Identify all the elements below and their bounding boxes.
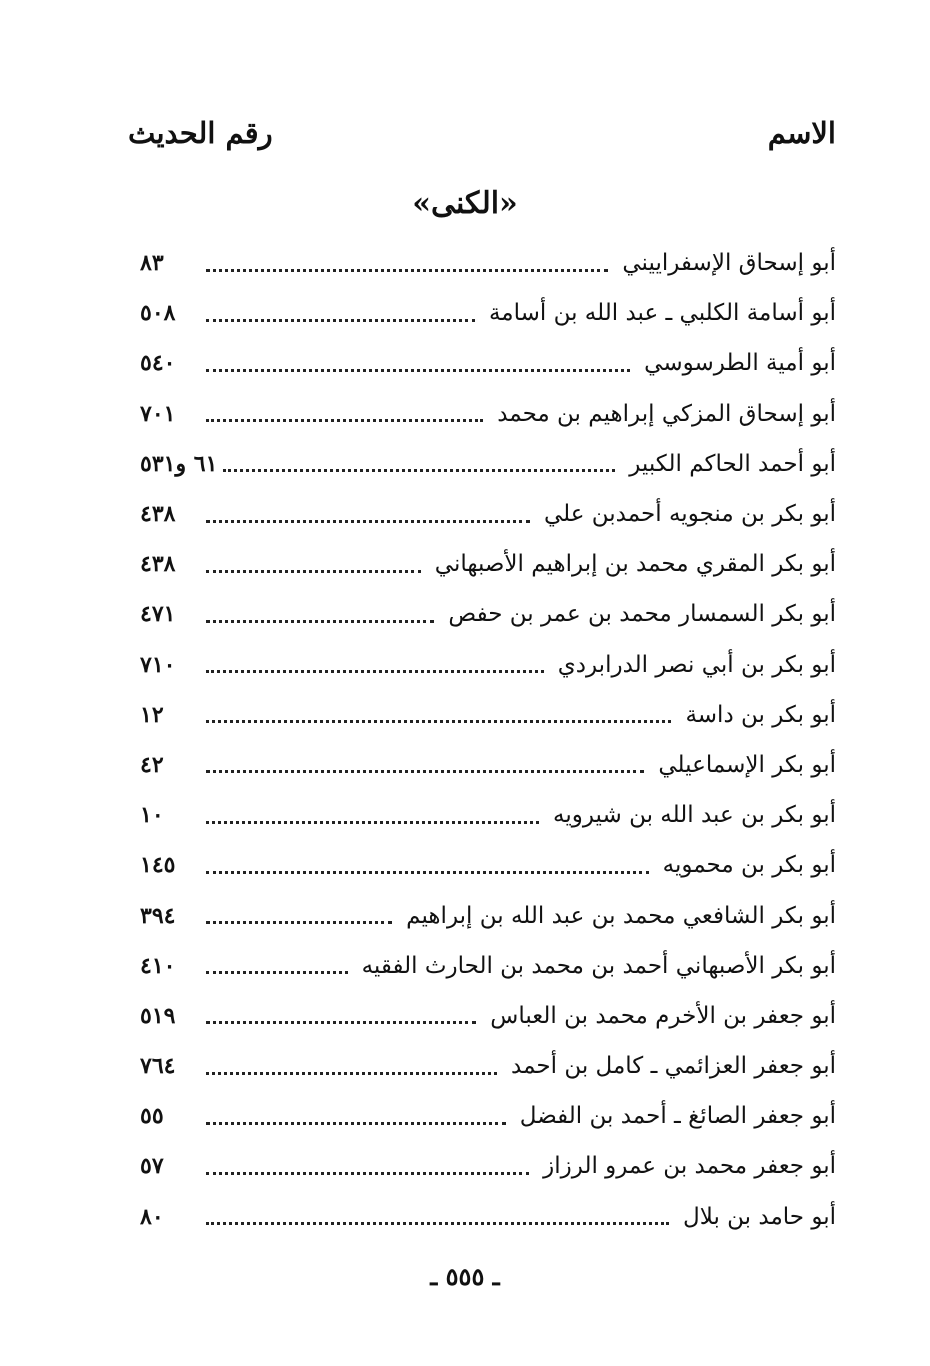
index-entry-list [140,238,836,1242]
page-header [128,108,836,158]
entry-name: أبو بكر الأصبهاني أحمد بن محمد بن الحارث الفقيه [361,952,836,979]
dot-leader [206,417,483,422]
entry-hadith-number: ٤١٠ [140,952,176,979]
entry-hadith-number: ٧١٠ [140,651,176,678]
index-entry [140,338,836,388]
entry-name: أبو بكر بن أبي نصر الدرابردي [557,651,836,678]
index-entry [140,890,836,940]
index-entry [140,991,836,1041]
index-entry [140,840,836,890]
entry-name: أبو بكر بن داسة [685,701,836,728]
dot-leader [206,768,644,773]
entry-name: أبو أحمد الحاكم الكبير [629,450,836,477]
index-entry [140,1091,836,1141]
dot-leader [206,919,392,924]
entry-name: أبو جعفر محمد بن عمرو الرزاز [543,1153,836,1180]
entry-hadith-number: ٨٠ [140,1203,164,1230]
index-entry [140,439,836,489]
index-entry [140,288,836,338]
dot-leader [206,367,630,372]
dot-leader [206,718,671,723]
entry-name: أبو جعفر الصائغ ـ أحمد بن الفضل [519,1103,836,1130]
dot-leader [206,1019,476,1024]
entry-hadith-number: ١٢ [140,701,164,728]
index-entry [140,238,836,288]
entry-hadith-number: ٤٣٨ [140,501,176,528]
entry-hadith-number: ٣٩٤ [140,902,176,929]
dot-leader [223,467,615,472]
index-entry [140,1192,836,1242]
entry-name: أبو أسامة الكلبي ـ عبد الله بن أسامة [488,300,836,327]
entry-hadith-number: ٥٤٠ [140,350,176,377]
dot-leader [206,618,434,623]
dot-leader [206,1220,669,1225]
name-column-heading: الاسم [767,116,836,150]
entry-hadith-number: ٦١ و٥٣١ [140,450,218,477]
entry-hadith-number: ١٤٥ [140,852,176,879]
dot-leader [206,1070,497,1075]
entry-hadith-number: ٨٣ [140,250,164,277]
index-entry [140,690,836,740]
dot-leader [206,869,649,874]
index-entry [140,489,836,539]
index-entry [140,389,836,439]
entry-name: أبو جعفر العزائمي ـ كامل بن أحمد [511,1053,836,1080]
dot-leader [206,1120,506,1125]
entry-hadith-number: ٥٠٨ [140,300,176,327]
dot-leader [206,1170,529,1175]
entry-hadith-number: ٤٧١ [140,601,176,628]
entry-name: أبو بكر بن عبد الله بن شيرويه [553,802,836,829]
entry-name: أبو حامد بن بلال [683,1203,836,1230]
dot-leader [206,317,475,322]
entry-name: أبو بكر الشافعي محمد بن عبد الله بن إبراهيم [406,902,836,929]
entry-name: أبو إسحاق المزكي إبراهيم بن محمد [497,400,836,427]
dot-leader [206,969,348,974]
entry-name: أبو بكر بن منجويه أحمدبن علي [543,501,836,528]
entry-name: أبو إسحاق الإسفراييني [622,250,836,277]
section-title: «الكنى» [412,186,518,221]
dot-leader [206,518,530,523]
entry-hadith-number: ٧٠١ [140,400,176,427]
index-entry [140,790,836,840]
dot-leader [206,819,539,824]
entry-hadith-number: ٤٣٨ [140,551,176,578]
entry-name: أبو بكر المقري محمد بن إبراهيم الأصبهاني [434,551,836,578]
index-entry [140,941,836,991]
page-number: ـ ٥٥٥ ـ [430,1262,500,1291]
entry-hadith-number: ٥١٩ [140,1002,176,1029]
dot-leader [206,668,544,673]
entry-name: أبو بكر السمسار محمد بن عمر بن حفص [448,601,836,628]
entry-name: أبو أمية الطرسوسي [644,350,836,377]
dot-leader [206,568,421,573]
entry-hadith-number: ٤٢ [140,751,164,778]
entry-hadith-number: ٧٦٤ [140,1053,176,1080]
entry-hadith-number: ٥٧ [140,1153,164,1180]
index-entry [140,740,836,790]
entry-hadith-number: ١٠ [140,802,164,829]
entry-name: أبو بكر الإسماعيلي [658,751,836,778]
entry-name: أبو بكر بن محمويه [662,852,836,879]
index-entry [140,539,836,589]
hadith-number-column-heading: رقم الحديث [128,116,273,150]
index-entry [140,1141,836,1191]
entry-hadith-number: ٥٥ [140,1103,164,1130]
index-entry [140,589,836,639]
dot-leader [206,267,608,272]
index-entry [140,1041,836,1091]
index-entry [140,640,836,690]
entry-name: أبو جعفر بن الأخرم محمد بن العباس [490,1002,836,1029]
